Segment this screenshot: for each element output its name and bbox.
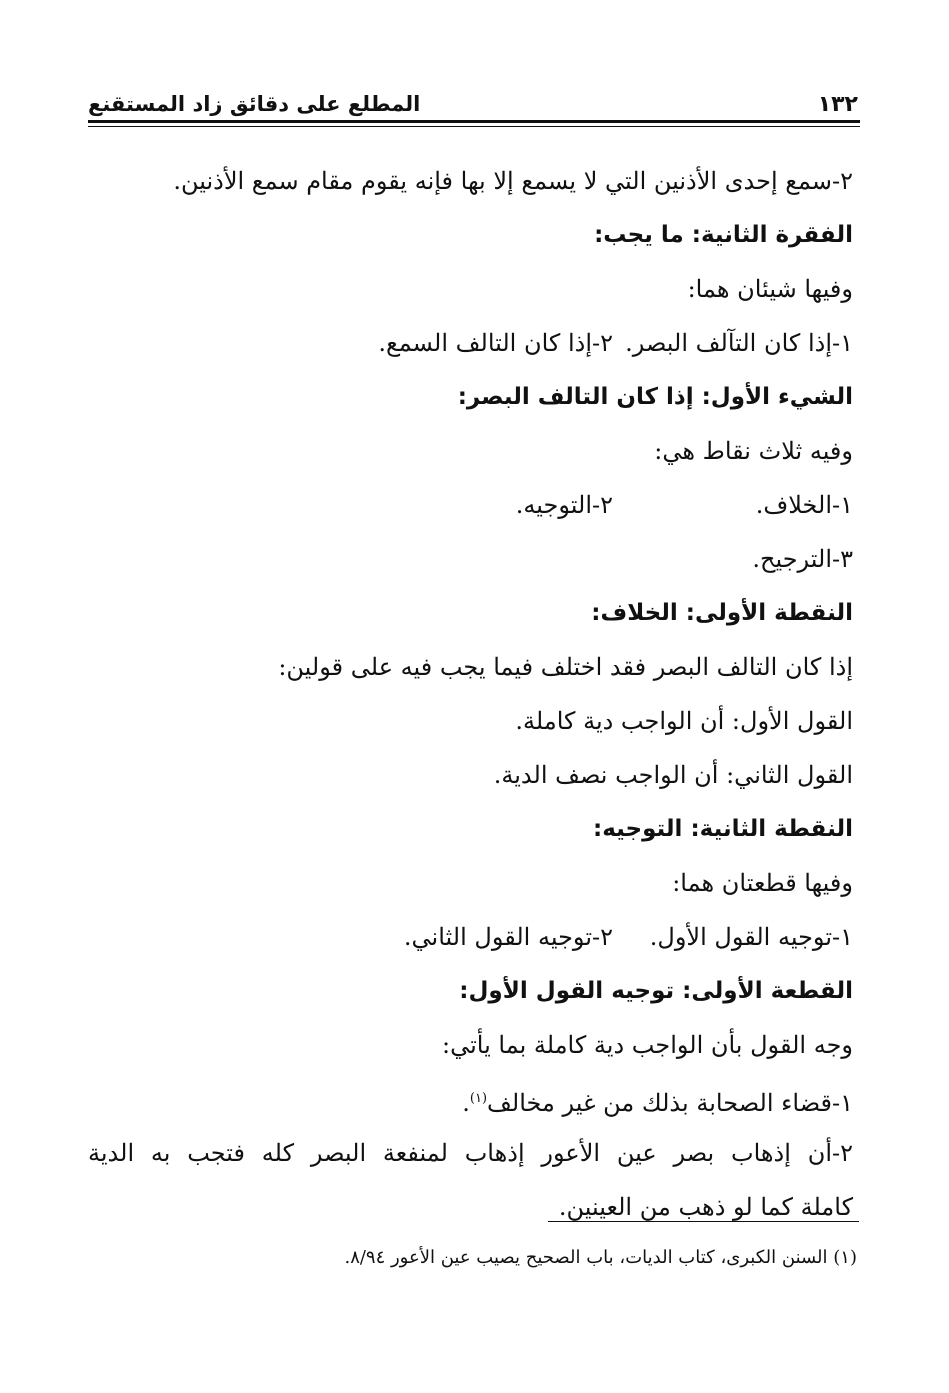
list-item: ٢-إذا كان التالف السمع. [378,329,613,357]
two-column-list [88,910,853,964]
list-item: ٢-توجيه القول الثاني. [403,923,613,951]
text-line: ٢-سمع إحدى الأذنين التي لا يسمع إلا بها فإنه يقوم مقام سمع الأذنين. [173,167,853,195]
list-item: ١-توجيه القول الأول. [649,923,853,951]
text-line: وفيه ثلاث نقاط هي: [654,437,853,465]
section-heading: النقطة الأولى: الخلاف: [591,600,853,626]
footnote: (١) السنن الكبرى، كتاب الديات، باب الصحيح يصيب عين الأعور ٨/٩٤. [344,1247,857,1268]
text-line: كاملة كما لو ذهب من العينين. [558,1193,853,1221]
text-span: ١-قضاء الصحابة بذلك من غير مخالف [487,1089,853,1117]
main-text [88,154,853,1234]
two-column-list [88,316,853,370]
text-line: وجه القول بأن الواجب دية كاملة بما يأتي: [442,1031,853,1059]
book-title: المطلع على دقائق زاد المستقنع [88,92,421,116]
page-number: ١٣٢ [817,91,858,117]
footnote-separator [548,1221,859,1222]
section-heading: الفقرة الثانية: ما يجب: [594,222,853,248]
list-item: ٣-الترجيح. [752,545,853,573]
header-rule-thick [88,120,860,123]
header-rule-thin [88,126,860,127]
two-column-list [88,478,853,532]
text-line: إذا كان التالف البصر فقد اختلف فيما يجب فيه على قولين: [278,653,853,681]
section-heading: الشيء الأول: إذا كان التالف البصر: [457,384,853,410]
footnote-ref[interactable]: (١) [469,1091,488,1106]
running-header [88,84,858,124]
list-item: ١-الخلاف. [755,491,853,519]
section-heading: القطعة الأولى: توجيه القول الأول: [459,978,853,1004]
text-line: القول الأول: أن الواجب دية كاملة. [515,707,853,735]
list-item: ٢-التوجيه. [515,491,613,519]
text-line: وفيها قطعتان هما: [672,869,853,897]
text-line [88,1072,853,1126]
section-heading: النقطة الثانية: التوجيه: [593,816,853,842]
list-item: ١-إذا كان التآلف البصر. [625,329,853,357]
text-span: . [462,1089,470,1117]
text-line: القول الثاني: أن الواجب نصف الدية. [493,761,853,789]
text-line: وفيها شيئان هما: [687,275,853,303]
text-line: ٢-أن إذهاب بصر عين الأعور إذهاب لمنفعة البصر كله فتجب به الدية [88,1139,853,1167]
